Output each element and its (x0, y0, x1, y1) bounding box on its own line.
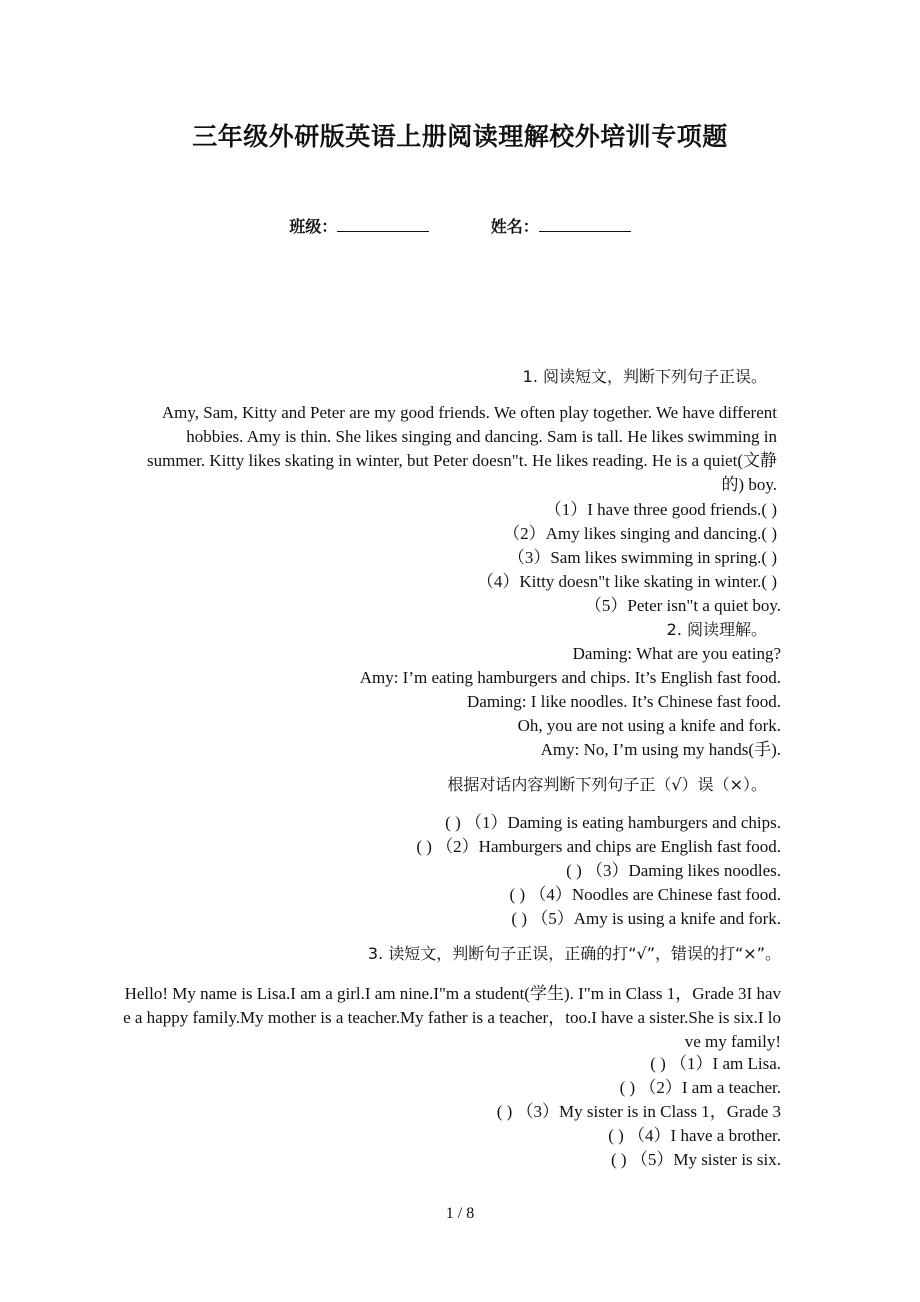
section3-item: ( ) （5）My sister is six. (611, 1150, 781, 1169)
section3-heading: 3. 读短文，判断句子正误，正确的打“√”，错误的打“×”。 (367, 944, 781, 963)
page-title: 三年级外研版英语上册阅读理解校外培训专项题 (192, 122, 728, 151)
section1-item: （5）Peter isn"t a quiet boy. (584, 596, 781, 615)
dialogue-line: Daming: I like noodles. It’s Chinese fast food. (467, 692, 781, 711)
section2-instruction: 根据对话内容判断下列句子正（√）误（×）。 (447, 775, 767, 794)
section3-item: ( ) （3）My sister is in Class 1，Grade 3 (496, 1102, 781, 1121)
dialogue-line: Amy: No, I’m using my hands(手). (540, 740, 781, 759)
name-label: 姓名： (490, 217, 539, 236)
dialogue-line: Amy: I’m eating hamburgers and chips. It’s English fast food. (359, 668, 781, 687)
section1-item: （3）Sam likes swimming in spring.( ) (507, 548, 777, 567)
section2-item: ( ) （1）Daming is eating hamburgers and chips. (445, 813, 781, 832)
section3-item: ( ) （2）I am a teacher. (619, 1078, 781, 1097)
dialogue-line: Daming: What are you eating? (572, 644, 781, 663)
section1-item: （4）Kitty doesn"t like skating in winter.( ) (476, 572, 777, 591)
section1-passage: Amy, Sam, Kitty and Peter are my good friends. We often play together. We have different hobbies. Amy is thin. She likes singing and dancing. Sam is tall. He likes swimming in summer. Kitty likes skating in winter, but Peter doesn"t. He likes reading. He is a quiet(文静的) boy. (147, 403, 777, 494)
section2-heading: 2. 阅读理解。 (666, 620, 767, 639)
section1-heading: 1. 阅读短文，判断下列句子正误。 (522, 367, 767, 386)
dialogue-line: Oh, you are not using a knife and fork. (517, 716, 781, 735)
name-blank[interactable] (539, 217, 631, 232)
section2-item: ( ) （5）Amy is using a knife and fork. (511, 909, 781, 928)
class-label: 班级： (289, 217, 338, 236)
student-info (0, 214, 920, 237)
class-blank[interactable] (337, 217, 429, 232)
section3-item: ( ) （4）I have a brother. (608, 1126, 781, 1145)
section1-item: （1）I have three good friends.( ) (544, 500, 777, 519)
section3-item: ( ) （1）I am Lisa. (650, 1054, 781, 1073)
section2-item: ( ) （2）Hamburgers and chips are English fast food. (416, 837, 781, 856)
section1-item: （2）Amy likes singing and dancing.( ) (503, 524, 777, 543)
section3-passage: Hello! My name is Lisa.I am a girl.I am nine.I"m a student(学生). I"m in Class 1，Grade 3I have a happy family.My mother is a teacher.My father is a teacher，too.I have a sister.She is six.I love my family! (123, 984, 781, 1051)
section2-item: ( ) （3）Daming likes noodles. (566, 861, 781, 880)
page-number: 1 / 8 (445, 1205, 475, 1222)
section2-item: ( ) （4）Noodles are Chinese fast food. (509, 885, 781, 904)
